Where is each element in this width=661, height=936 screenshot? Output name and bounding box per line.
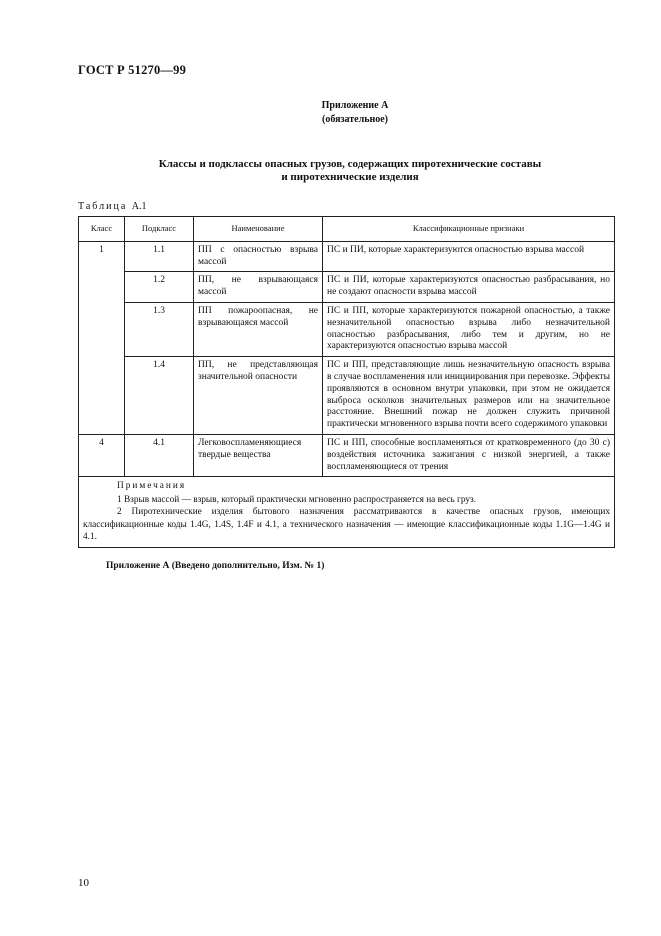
cell-name: ПП, не взрывающаяся массой bbox=[194, 272, 323, 303]
table-caption-number: А.1 bbox=[131, 201, 147, 212]
note-item: 1 Взрыв массой — взрыв, который практически мгновенно распространяется на весь груз. bbox=[117, 494, 476, 505]
appendix-status: (обязательное) bbox=[321, 114, 389, 125]
document-title bbox=[100, 158, 600, 184]
cell-name: Легковоспламеняющиеся твердые вещества bbox=[194, 434, 323, 476]
table-row bbox=[79, 302, 615, 356]
column-header-class: Класс bbox=[79, 217, 125, 242]
amendment-note: Приложение А (Введено дополнительно, Изм. № 1) bbox=[106, 561, 325, 571]
table-row bbox=[79, 272, 615, 303]
cell-name: ПП с опасностью взрыва массой bbox=[194, 241, 323, 272]
cell-subclass: 1.1 bbox=[125, 241, 194, 272]
table-caption-word: Таблица bbox=[78, 201, 128, 212]
cell-class: 4 bbox=[79, 434, 125, 476]
cell-features: ПС и ПП, которые характеризуются пожарной опасностью, а также незначительной опасностью взрыва либо незначительной опасностью разбрасывания, либо тем и другим, но не характеризуются опасностью взрыва массой bbox=[323, 302, 615, 356]
column-header-subclass: Подкласс bbox=[125, 217, 194, 242]
document-title-line-2: и пиротехнические изделия bbox=[281, 171, 419, 183]
notes-cell bbox=[79, 477, 615, 548]
cell-class: 1 bbox=[79, 241, 125, 434]
cell-subclass: 1.4 bbox=[125, 357, 194, 435]
appendix-title: Приложение А bbox=[321, 100, 389, 111]
document-title-line-1: Классы и подклассы опасных грузов, содержащих пиротехнические составы bbox=[158, 158, 542, 170]
note-item: 2 Пиротехнические изделия бытового назначения рассматриваются в качестве опасных грузов, имеющих классификационные коды 1.4G, 1.4S, 1.4F и 4.1, а технического назначения — имеющие классификационные коды 1.1G—1.4G и 4.1. bbox=[83, 507, 610, 543]
notes-title: Примечания bbox=[117, 481, 187, 492]
cell-subclass: 1.2 bbox=[125, 272, 194, 303]
appendix-heading bbox=[270, 99, 440, 127]
table-row bbox=[79, 434, 615, 476]
cell-features: ПС и ПП, способные воспламеняться от кратковременного (до 30 с) воздействия источника зажигания с низкой энергией, а также воспламеняющиеся от трения bbox=[323, 434, 615, 476]
cell-name: ПП, не представляющая значительной опасности bbox=[194, 357, 323, 435]
column-header-name: Наименование bbox=[194, 217, 323, 242]
cell-subclass: 1.3 bbox=[125, 302, 194, 356]
notes-row bbox=[79, 477, 615, 548]
hazard-classes-table bbox=[78, 216, 615, 548]
table-row bbox=[79, 241, 615, 272]
cell-features: ПС и ПП, представляющие лишь незначительную опасность взрыва в случае воспламенения или инициирования при перевозке. Эффекты проявляются в основном внутри упаковки, при этом не ожидается выброса осколков значительных размеров или на значительное расстояние. Внешний пожар не должен служить причиной практически мгновенного взрыва почти всего содержимого упаковки bbox=[323, 357, 615, 435]
table-header-row bbox=[79, 217, 615, 242]
standard-code: ГОСТ Р 51270—99 bbox=[78, 63, 187, 77]
column-header-features: Классификационные признаки bbox=[323, 217, 615, 242]
cell-name: ПП пожароопасная, не взрывающаяся массой bbox=[194, 302, 323, 356]
table-caption bbox=[78, 201, 147, 212]
cell-features: ПС и ПИ, которые характеризуются опасностью разбрасывания, но не создают опасности взрыва массой bbox=[323, 272, 615, 303]
table-row bbox=[79, 357, 615, 435]
cell-subclass: 4.1 bbox=[125, 434, 194, 476]
cell-features: ПС и ПИ, которые характеризуются опасностью взрыва массой bbox=[323, 241, 615, 272]
page-number: 10 bbox=[78, 877, 89, 889]
